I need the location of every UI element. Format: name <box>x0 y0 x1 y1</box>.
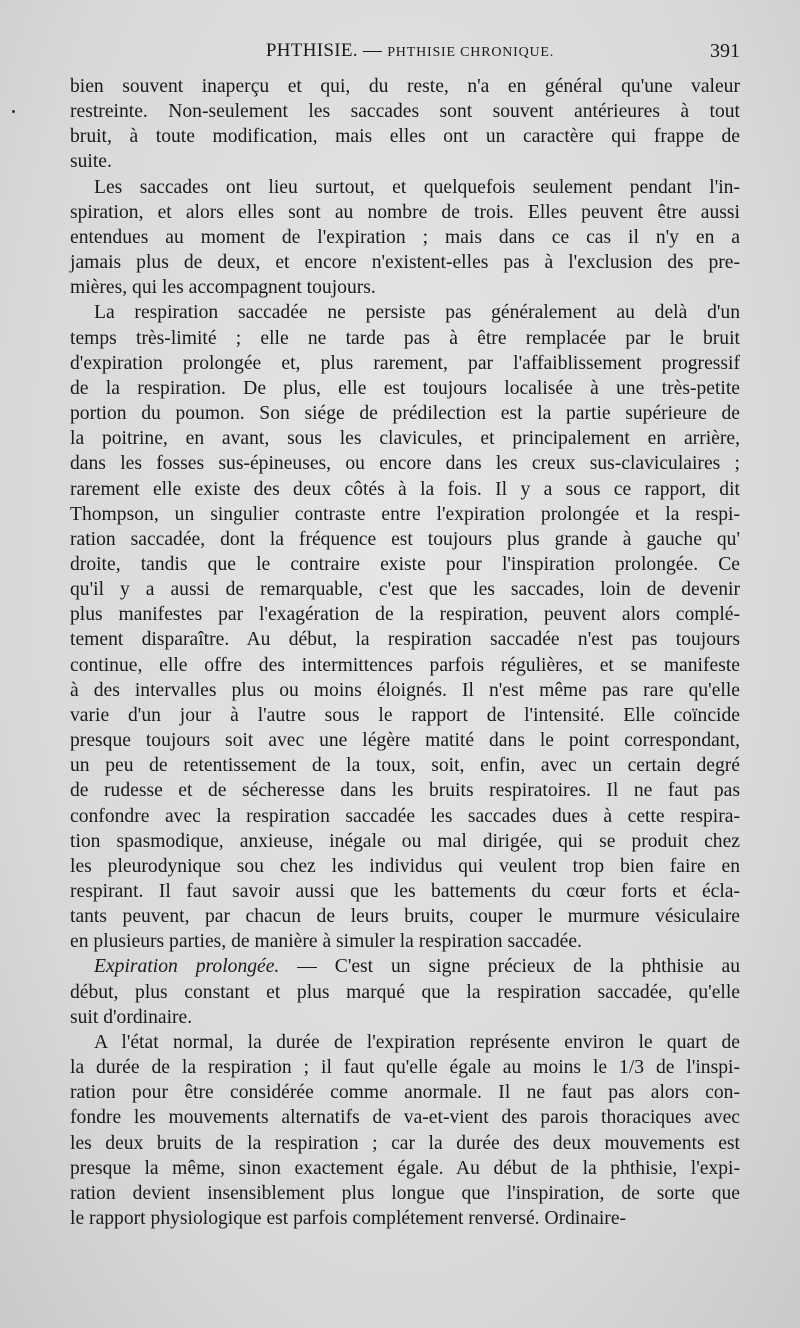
text-line: ration pour être considérée comme anormale. Il ne faut pas alors con- <box>70 1082 740 1104</box>
text-line: continue, elle offre des intermittences parfois régulières, et se manifeste <box>70 654 740 676</box>
running-header <box>80 40 740 70</box>
text-line: fondre les mouvements alternatifs de va-et-vient des parois thoraciques avec <box>70 1107 740 1129</box>
text-line: la poitrine, en avant, sous les clavicules, et principalement en arrière, <box>70 428 740 450</box>
text-line: Thompson, un singulier contraste entre l'expiration prolongée et la respi- <box>70 503 740 525</box>
paragraph <box>70 175 740 301</box>
text-line: en plusieurs parties, de manière à simuler la respiration saccadée. <box>70 931 582 953</box>
text-line: tement disparaître. Au début, la respiration saccadée n'est pas toujours <box>70 629 740 651</box>
text-line: ration devient insensiblement plus longue que l'inspiration, de sorte que <box>70 1182 740 1204</box>
text-line: un peu de retentissement de la toux, soit, enfin, avec un certain degré <box>70 755 740 777</box>
paragraph <box>70 300 740 954</box>
paragraph <box>70 74 740 175</box>
text-line: bruit, à toute modification, mais elles ont un caractère qui frappe de <box>70 126 740 148</box>
text-line: spiration, et alors elles sont au nombre de trois. Elles peuvent être aussi <box>70 201 740 223</box>
text-line <box>70 954 740 979</box>
text-line: ration saccadée, dont la fréquence est toujours plus grande à gauche qu' <box>70 528 740 550</box>
text-line: les pleurodynique sou chez les individus qui veulent trop bien faire en <box>70 855 740 877</box>
text-line: suite. <box>70 151 112 173</box>
text-line: droite, tandis que le contraire existe pour l'inspiration prolongée. Ce <box>70 553 740 575</box>
header-dash: — <box>357 40 388 61</box>
text-line: les deux bruits de la respiration ; car la durée des deux mouvements est <box>70 1132 740 1154</box>
section-heading: Expiration prolongée. <box>94 956 280 978</box>
header-subtitle: PHTHISIE CHRONIQUE. <box>387 45 555 60</box>
text-line: qu'il y a aussi de remarquable, c'est que les saccades, loin de devenir <box>70 579 740 601</box>
text-line: A l'état normal, la durée de l'expiration représente environ le quart de <box>94 1031 740 1053</box>
text-line: début, plus constant et plus marqué que la respiration saccadée, qu'elle <box>70 981 740 1003</box>
text-line: dans les fosses sus-épineuses, ou encore dans les creux sus-claviculaires ; <box>70 453 740 475</box>
margin-mark <box>12 110 15 113</box>
text-line: varie d'un jour à l'autre sous le rapport de l'intensité. Elle coïncide <box>70 704 740 726</box>
header-title <box>80 40 740 62</box>
text-line-rest: — C'est un signe précieux de la phthisie au <box>279 956 741 978</box>
text-line: restreinte. Non-seulement les saccades sont souvent antérieures à tout <box>70 101 740 123</box>
text-line: le rapport physiologique est parfois complétement renversé. Ordinaire- <box>70 1208 627 1230</box>
body-text <box>70 74 740 1231</box>
text-line: Les saccades ont lieu surtout, et quelquefois seulement pendant l'in- <box>94 176 740 198</box>
text-line: à des intervalles plus ou moins éloignés. Il n'est même pas rare qu'elle <box>70 679 740 701</box>
text-line: rarement elle existe des deux côtés à la fois. Il y a sous ce rapport, dit <box>70 478 740 500</box>
text-line: portion du poumon. Son siége de prédilection est la partie supérieure de <box>70 403 740 425</box>
text-line: suit d'ordinaire. <box>70 1006 193 1028</box>
text-line: de la respiration. De plus, elle est toujours localisée à une très-petite <box>70 377 740 399</box>
text-line: La respiration saccadée ne persiste pas généralement au delà d'un <box>94 302 740 324</box>
text-line: tants peuvent, par chacun de leurs bruits, couper le murmure vésiculaire <box>70 906 740 928</box>
text-line: presque la même, sinon exactement égale. Au début de la phthisie, l'expi- <box>70 1157 740 1179</box>
text-line: de rudesse et de sécheresse dans les bruits respiratoires. Il ne faut pas <box>70 780 740 802</box>
text-line: bien souvent inaperçu et qui, du reste, n'a en général qu'une valeur <box>70 76 740 97</box>
text-line: confondre avec la respiration saccadée les saccades dues à cette respira- <box>70 805 740 827</box>
text-line: respirant. Il faut savoir aussi que les battements du cœur forts et écla- <box>70 881 740 902</box>
text-line: mières, qui les accompagnent toujours. <box>70 277 376 299</box>
text-line: la durée de la respiration ; il faut qu'elle égale au moins le 1/3 de l'inspi- <box>70 1057 740 1079</box>
text-line: jamais plus de deux, et encore n'existent-elles pas à l'exclusion des pre- <box>70 252 740 274</box>
paragraph <box>70 954 740 1029</box>
text-line: plus manifestes par l'exagération de la respiration, peuvent alors complé- <box>70 604 740 626</box>
paragraph <box>70 1030 740 1231</box>
text-line: d'expiration prolongée et, plus rarement, par l'affaiblissement progressif <box>70 352 740 374</box>
text-line: entendues au moment de l'expiration ; mais dans ce cas il n'y en a <box>70 226 740 248</box>
header-main-title: PHTHISIE. <box>265 40 358 61</box>
text-line: temps très-limité ; elle ne tarde pas à être remplacée par le bruit <box>70 327 740 349</box>
text-line: tion spasmodique, anxieuse, inégale ou mal dirigée, qui se produit chez <box>70 830 740 852</box>
page-number: 391 <box>710 40 740 62</box>
text-line: presque toujours soit avec une légère matité dans le point correspondant, <box>70 730 740 752</box>
